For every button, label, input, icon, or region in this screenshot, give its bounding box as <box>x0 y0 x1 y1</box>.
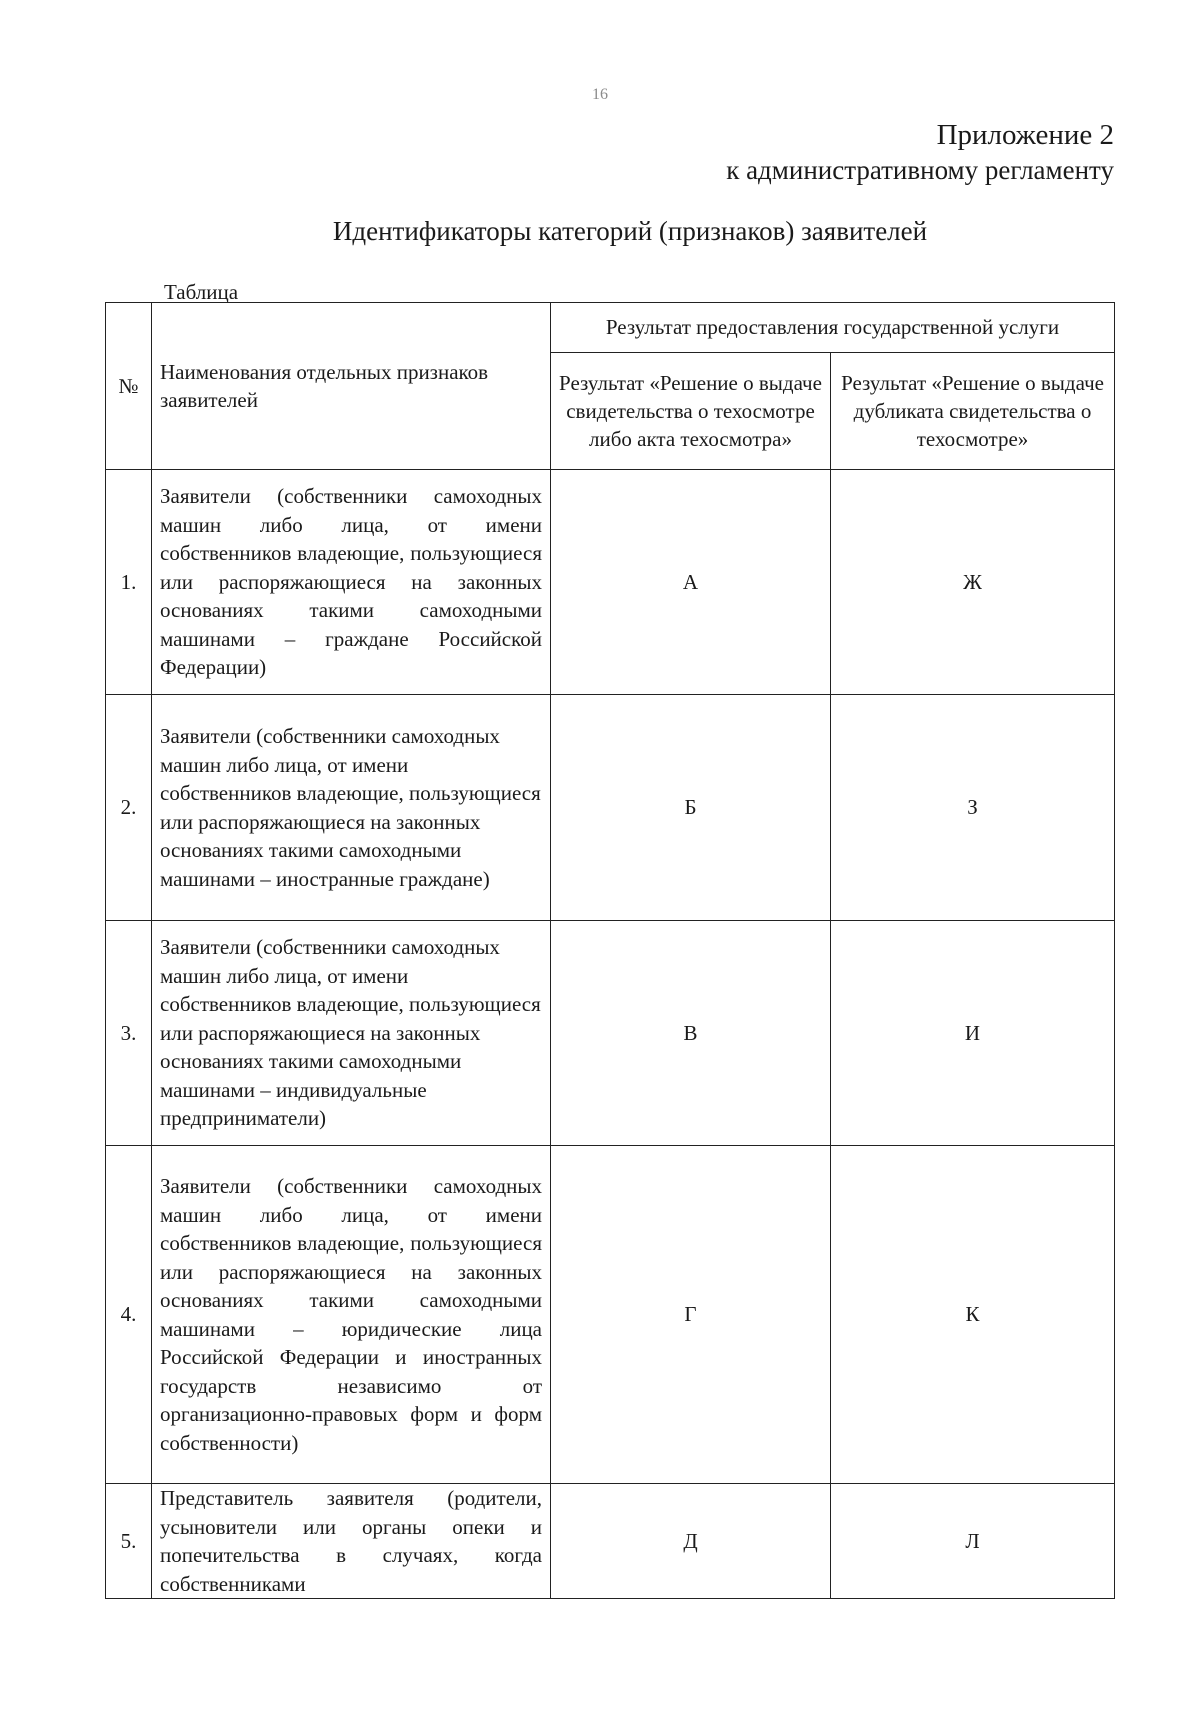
row-result-1: Б <box>551 695 831 921</box>
row-number: 4. <box>106 1146 152 1484</box>
table-row <box>106 1146 1115 1484</box>
table-header-row <box>106 303 1115 353</box>
row-name: Заявители (собственники самоходных машин либо лица, от имени собственников владеющие, пользующиеся или распоряжающиеся на законных основаниях такими самоходными машинами – юридические лица Российской Федерации и иностранных государств независимо от организационно-правовых форм и форм собственности) <box>152 1146 551 1484</box>
row-name: Представитель заявителя (родители, усыновители или органы опеки и попечительства в случаях, когда собственниками <box>152 1484 551 1599</box>
appendix-title: Приложение 2 <box>936 119 1114 151</box>
header-result-1: Результат «Решение о выдаче свидетельства о техосмотре либо акта техосмотра» <box>551 353 831 470</box>
row-result-1: А <box>551 470 831 695</box>
header-result-2: Результат «Решение о выдаче дубликата свидетельства о техосмотре» <box>831 353 1115 470</box>
row-result-1: Г <box>551 1146 831 1484</box>
document-title: Идентификаторы категорий (признаков) заявителей <box>332 216 928 246</box>
row-result-2: З <box>831 695 1115 921</box>
applicant-categories-table <box>105 302 1115 1599</box>
row-number: 3. <box>106 921 152 1146</box>
row-number: 2. <box>106 695 152 921</box>
row-name: Заявители (собственники самоходных машин либо лица, от имени собственников владеющие, пользующиеся или распоряжающиеся на законных основаниях такими самоходными машинами – иностранные граждане) <box>152 695 551 921</box>
header-result-group: Результат предоставления государственной услуги <box>551 303 1115 353</box>
table-row <box>106 470 1115 695</box>
page-number: 16 <box>592 86 608 103</box>
table-caption: Таблица <box>164 280 239 304</box>
row-number: 5. <box>106 1484 152 1599</box>
table-row <box>106 1484 1115 1599</box>
header-number: № <box>106 303 152 470</box>
appendix-subtitle: к административному регламенту <box>726 155 1114 185</box>
row-result-2: И <box>831 921 1115 1146</box>
row-result-1: Д <box>551 1484 831 1599</box>
row-result-2: Л <box>831 1484 1115 1599</box>
row-result-2: К <box>831 1146 1115 1484</box>
table-row <box>106 695 1115 921</box>
row-name: Заявители (собственники самоходных машин либо лица, от имени собственников владеющие, пользующиеся или распоряжающиеся на законных основаниях такими самоходными машинами – индивидуальные предприниматели) <box>152 921 551 1146</box>
row-result-2: Ж <box>831 470 1115 695</box>
row-number: 1. <box>106 470 152 695</box>
row-result-1: В <box>551 921 831 1146</box>
table-row <box>106 921 1115 1146</box>
header-name: Наименования отдельных признаков заявителей <box>152 303 551 470</box>
row-name: Заявители (собственники самоходных машин либо лица, от имени собственников владеющие, пользующиеся или распоряжающиеся на законных основаниях такими самоходными машинами – граждане Российской Федерации) <box>152 470 551 695</box>
